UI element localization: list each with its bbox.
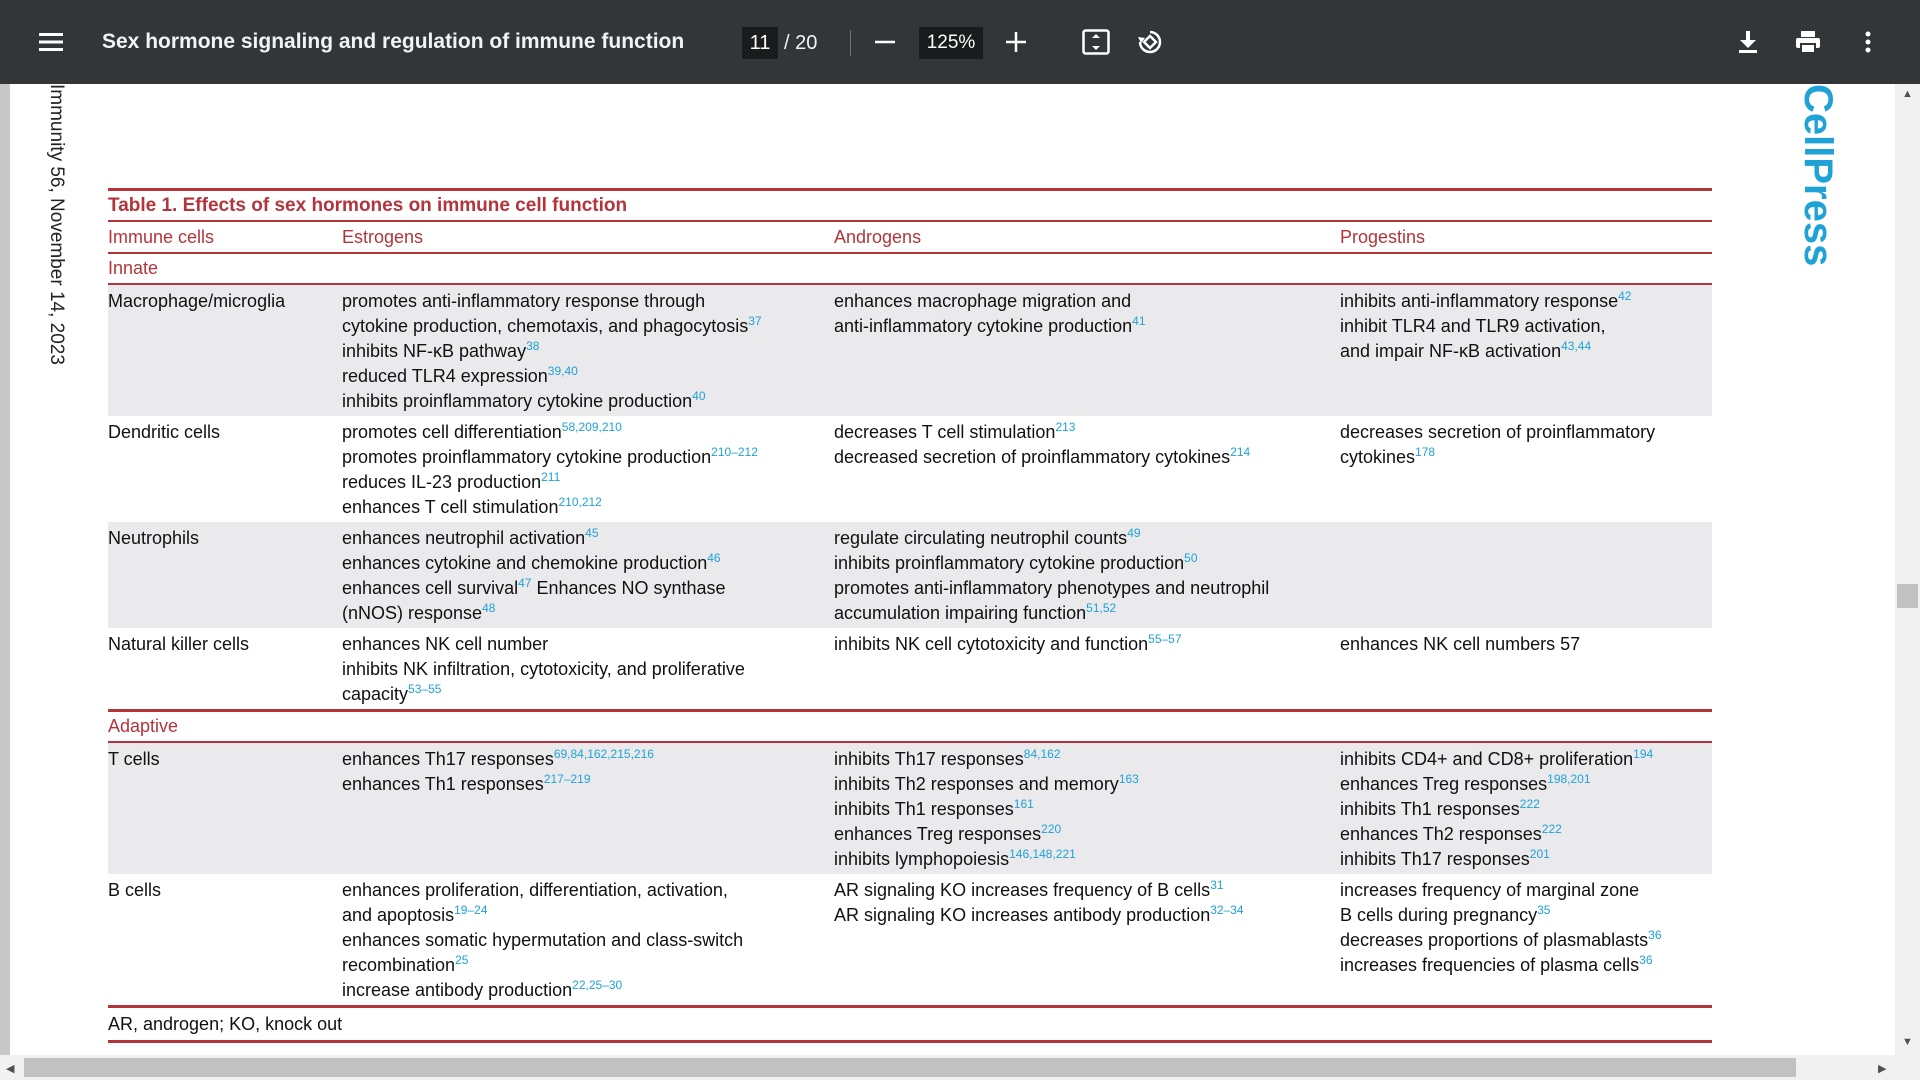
cell-immune-type: B cells — [108, 880, 162, 900]
cell-line — [342, 289, 834, 314]
download-icon[interactable] — [1730, 0, 1766, 84]
plus-icon[interactable] — [999, 0, 1033, 84]
cell-line — [1340, 903, 1712, 928]
cell-androgens — [834, 632, 1340, 707]
cell-text: enhances neutrophil activation — [342, 528, 586, 548]
cell-text: Enhances NO synthase — [531, 578, 726, 598]
cell-line — [342, 903, 834, 928]
cell-line — [1340, 339, 1712, 364]
cell-line — [342, 601, 834, 626]
cell-text: accumulation impairing function — [834, 603, 1087, 623]
cell-text: inhibits Th17 responses — [1340, 849, 1530, 869]
reference-number: 161 — [1013, 797, 1034, 811]
cell-line — [342, 772, 834, 797]
cell-text: recombination — [342, 955, 456, 975]
cell-text: inhibits NK cell cytotoxicity and function — [834, 634, 1149, 654]
header-immune-cells: Immune cells — [108, 226, 215, 247]
cell-line — [834, 797, 1340, 822]
reference-number: 213 — [1055, 420, 1076, 434]
reference-number: 217–219 — [543, 772, 591, 786]
cell-progestins — [1340, 289, 1712, 414]
cell-line — [342, 632, 834, 657]
cell-text: capacity — [342, 684, 409, 704]
cell-progestins — [1340, 878, 1712, 1003]
cell-text: enhances cytokine and chemokine production — [342, 553, 708, 573]
header-estrogens: Estrogens — [342, 226, 424, 247]
table-header — [108, 222, 1712, 252]
reference-number: 38 — [526, 339, 540, 353]
reference-number: 50 — [1184, 551, 1198, 565]
reference-number: 69,84,162,215,216 — [553, 747, 654, 761]
cell-text: B cells during pregnancy — [1340, 905, 1538, 925]
cell-text: decreases proportions of plasmablasts — [1340, 930, 1649, 950]
reference-number: 198,201 — [1547, 772, 1591, 786]
reference-number: 19–24 — [454, 903, 488, 917]
cell-line — [1340, 928, 1712, 953]
cell-line — [342, 551, 834, 576]
cell-line — [342, 657, 834, 682]
reference-number: 48 — [482, 601, 496, 615]
cell-line — [834, 445, 1340, 470]
cell-text: inhibits Th2 responses and memory — [834, 774, 1119, 794]
journal-citation: Immunity 56, November 14, 2023 — [46, 84, 67, 365]
section-label: Adaptive — [108, 716, 179, 736]
cell-text: enhances T cell stimulation — [342, 497, 559, 517]
cell-text: decreases secretion of proinflammatory — [1340, 422, 1656, 442]
cell-text: enhances cell survival — [342, 578, 519, 598]
cell-line — [342, 682, 834, 707]
page-total: / 20 — [784, 31, 818, 54]
cell-line — [834, 420, 1340, 445]
cell-line — [342, 526, 834, 551]
cell-text: regulate circulating neutrophil counts — [834, 528, 1128, 548]
cell-progestins — [1340, 526, 1712, 626]
cell-line — [834, 314, 1340, 339]
cell-text: cytokines — [1340, 447, 1416, 467]
page-number-input[interactable]: 11 — [742, 27, 778, 59]
cell-immune-type: Neutrophils — [108, 528, 200, 548]
cell-line — [342, 953, 834, 978]
scroll-up-arrow-icon[interactable]: ▲ — [1902, 88, 1913, 100]
cell-text: and apoptosis — [342, 905, 455, 925]
cell-androgens — [834, 289, 1340, 414]
cell-line — [834, 632, 1340, 657]
cell-line — [1340, 878, 1712, 903]
reference-number: 22,25–30 — [572, 978, 623, 992]
reference-number: 211 — [541, 470, 561, 484]
cell-text: inhibit TLR4 and TLR9 activation, — [1340, 316, 1606, 336]
cell-text: enhances Th1 responses — [342, 774, 544, 794]
cell-progestins — [1340, 747, 1712, 872]
cell-line — [342, 576, 834, 601]
cell-text: (nNOS) response — [342, 603, 483, 623]
reference-number: 25 — [455, 953, 469, 967]
cell-line — [342, 470, 834, 495]
cell-immune-type: Natural killer cells — [108, 634, 250, 654]
cell-text: inhibits Th1 responses — [1340, 799, 1520, 819]
cell-text: inhibits NK infiltration, cytotoxicity, and proliferative — [342, 659, 745, 679]
cell-text: reduces IL-23 production — [342, 472, 542, 492]
cell-line — [834, 747, 1340, 772]
horizontal-scroll-thumb[interactable] — [24, 1058, 1796, 1077]
reference-number: 220 — [1041, 822, 1062, 836]
cell-line — [342, 928, 834, 953]
table-row — [108, 743, 1712, 874]
cell-immune-type: T cells — [108, 749, 160, 769]
cell-text: cytokine production, chemotaxis, and phagocytosis — [342, 316, 749, 336]
table-row — [108, 285, 1712, 416]
cell-text: inhibits CD4+ and CD8+ proliferation — [1340, 749, 1634, 769]
reference-number: 222 — [1519, 797, 1540, 811]
cell-estrogens — [342, 420, 834, 520]
zoom-level-input[interactable]: 125% — [919, 27, 983, 59]
table-row — [108, 628, 1712, 709]
toolbar-divider — [850, 30, 851, 56]
reference-number: 42 — [1618, 289, 1632, 303]
reference-number: 36 — [1639, 953, 1653, 967]
reference-number: 146,148,221 — [1009, 847, 1076, 861]
cell-text: and impair NF-κB activation — [1340, 341, 1562, 361]
cell-text: enhances macrophage migration and — [834, 291, 1132, 311]
cell-line — [1340, 953, 1712, 978]
cell-estrogens — [342, 526, 834, 626]
cell-text: enhances Th17 responses — [342, 749, 554, 769]
print-icon[interactable] — [1790, 0, 1826, 84]
cell-text: inhibits proinflammatory cytokine production — [342, 391, 693, 411]
reference-number: 51,52 — [1086, 601, 1117, 615]
cell-text: AR signaling KO increases frequency of B cells — [834, 880, 1211, 900]
section-label: Innate — [108, 258, 159, 278]
cell-line — [1340, 847, 1712, 872]
scroll-down-arrow-icon[interactable]: ▼ — [1902, 1036, 1913, 1048]
reference-number: 210,212 — [558, 495, 602, 509]
reference-number: 47 — [518, 576, 532, 590]
header-progestins: Progestins — [1340, 226, 1426, 247]
reference-number: 84,162 — [1023, 747, 1061, 761]
cell-line — [342, 495, 834, 520]
cell-line — [834, 822, 1340, 847]
table-bottom-rule — [108, 1040, 1712, 1043]
cell-line — [834, 847, 1340, 872]
table-1 — [108, 188, 1712, 1043]
hamburger-menu-icon[interactable] — [30, 0, 72, 84]
cell-text: enhances NK cell number — [342, 634, 549, 654]
cell-text: promotes proinflammatory cytokine production — [342, 447, 712, 467]
cell-line — [1340, 289, 1712, 314]
cell-line — [834, 526, 1340, 551]
cell-text: inhibits lymphopoiesis — [834, 849, 1010, 869]
cell-immune-type: Dendritic cells — [108, 422, 221, 442]
cell-text: inhibits Th1 responses — [834, 799, 1014, 819]
reference-number: 58,209,210 — [561, 420, 622, 434]
reference-number: 32–34 — [1210, 903, 1244, 917]
cell-text: enhances Treg responses — [834, 824, 1042, 844]
cell-line — [834, 289, 1340, 314]
reference-number: 210–212 — [711, 445, 758, 459]
cell-line — [1340, 822, 1712, 847]
table-body — [108, 254, 1712, 1008]
cell-text: increases frequencies of plasma cells — [1340, 955, 1640, 975]
cell-line — [342, 364, 834, 389]
reference-number: 163 — [1118, 772, 1139, 786]
minus-icon[interactable] — [868, 0, 902, 84]
table-row — [108, 874, 1712, 1005]
more-vert-icon[interactable] — [1854, 0, 1882, 84]
reference-number: 41 — [1132, 314, 1146, 328]
cell-line — [342, 878, 834, 903]
cell-line — [1340, 445, 1712, 470]
cell-text: promotes anti-inflammatory response through — [342, 291, 706, 311]
cell-androgens — [834, 878, 1340, 1003]
cell-text: inhibits anti-inflammatory response — [1340, 291, 1619, 311]
cell-text: enhances proliferation, differentiation, activation, — [342, 880, 728, 900]
cell-line — [1340, 314, 1712, 339]
table-row — [108, 416, 1712, 522]
document-title: Sex hormone signaling and regulation of immune function — [102, 30, 685, 53]
cell-estrogens — [342, 289, 834, 414]
cell-line — [1340, 797, 1712, 822]
reference-number: 46 — [707, 551, 721, 565]
header-androgens: Androgens — [834, 226, 922, 247]
cell-estrogens — [342, 747, 834, 872]
cell-line — [834, 551, 1340, 576]
cell-text: decreases T cell stimulation — [834, 422, 1056, 442]
cell-line — [1340, 632, 1712, 657]
cell-text: increases frequency of marginal zone — [1340, 880, 1640, 900]
reference-number: 214 — [1230, 445, 1251, 459]
cell-text: decreased secretion of proinflammatory cytokines — [834, 447, 1231, 467]
reference-number: 36 — [1648, 928, 1662, 942]
cell-progestins — [1340, 632, 1712, 707]
cell-text: anti-inflammatory cytokine production — [834, 316, 1133, 336]
cell-line — [342, 389, 834, 414]
cell-androgens — [834, 747, 1340, 872]
cell-text: AR signaling KO increases antibody production — [834, 905, 1211, 925]
cell-text: enhances Th2 responses — [1340, 824, 1542, 844]
page-gutter — [0, 84, 10, 1055]
scroll-right-arrow-icon[interactable]: ▶ — [1878, 1063, 1887, 1075]
cell-line — [834, 576, 1340, 601]
reference-number: 39,40 — [547, 364, 578, 378]
reference-number: 222 — [1541, 822, 1562, 836]
cell-text: reduced TLR4 expression — [342, 366, 548, 386]
reference-number: 31 — [1210, 878, 1224, 892]
cellpress-logo: CellPress — [1796, 84, 1840, 267]
cell-line — [834, 878, 1340, 903]
vertical-scrollbar[interactable] — [1895, 84, 1920, 1055]
cell-text: enhances NK cell numbers 57 — [1340, 634, 1581, 654]
rotate-icon[interactable] — [1132, 0, 1168, 84]
reference-number: 35 — [1537, 903, 1551, 917]
table-row — [108, 522, 1712, 628]
table-caption: Table 1. Effects of sex hormones on immune cell function — [108, 194, 628, 216]
cell-immune-type: Macrophage/microglia — [108, 291, 286, 311]
cell-androgens — [834, 526, 1340, 626]
reference-number: 43,44 — [1561, 339, 1592, 353]
reference-number: 194 — [1633, 747, 1654, 761]
reference-number: 178 — [1415, 445, 1436, 459]
table-footnote: AR, androgen; KO, knock out — [108, 1013, 343, 1034]
cell-line — [1340, 772, 1712, 797]
cell-progestins — [1340, 420, 1712, 520]
cell-line — [342, 747, 834, 772]
cell-line — [834, 903, 1340, 928]
reference-number: 45 — [585, 526, 599, 540]
cell-estrogens — [342, 632, 834, 707]
cell-line — [834, 772, 1340, 797]
cell-text: promotes anti-inflammatory phenotypes and neutrophil — [834, 578, 1270, 598]
scroll-left-arrow-icon[interactable]: ◀ — [6, 1063, 15, 1075]
cell-line — [1340, 420, 1712, 445]
cell-estrogens — [342, 878, 834, 1003]
cell-line — [834, 601, 1340, 626]
cell-line — [1340, 747, 1712, 772]
cell-line — [342, 420, 834, 445]
reference-number: 201 — [1529, 847, 1550, 861]
cell-line — [342, 314, 834, 339]
cell-text: increase antibody production — [342, 980, 573, 1000]
reference-number: 37 — [748, 314, 762, 328]
cell-text: enhances Treg responses — [1340, 774, 1548, 794]
cell-line — [342, 445, 834, 470]
cell-line — [342, 339, 834, 364]
reference-number: 49 — [1127, 526, 1141, 540]
reference-number: 40 — [692, 389, 706, 403]
fit-page-icon[interactable] — [1078, 0, 1114, 84]
cell-text: inhibits proinflammatory cytokine production — [834, 553, 1185, 573]
cell-androgens — [834, 420, 1340, 520]
cell-text: promotes cell differentiation — [342, 422, 562, 442]
cell-line — [342, 978, 834, 1003]
reference-number: 55–57 — [1148, 632, 1182, 646]
pdf-toolbar — [0, 0, 1920, 84]
reference-number: 53–55 — [408, 682, 442, 696]
cell-text: inhibits Th17 responses — [834, 749, 1024, 769]
vertical-scroll-thumb[interactable] — [1897, 584, 1918, 608]
cell-text: enhances somatic hypermutation and class-switch — [342, 930, 744, 950]
cell-text: inhibits NF-κB pathway — [342, 341, 527, 361]
